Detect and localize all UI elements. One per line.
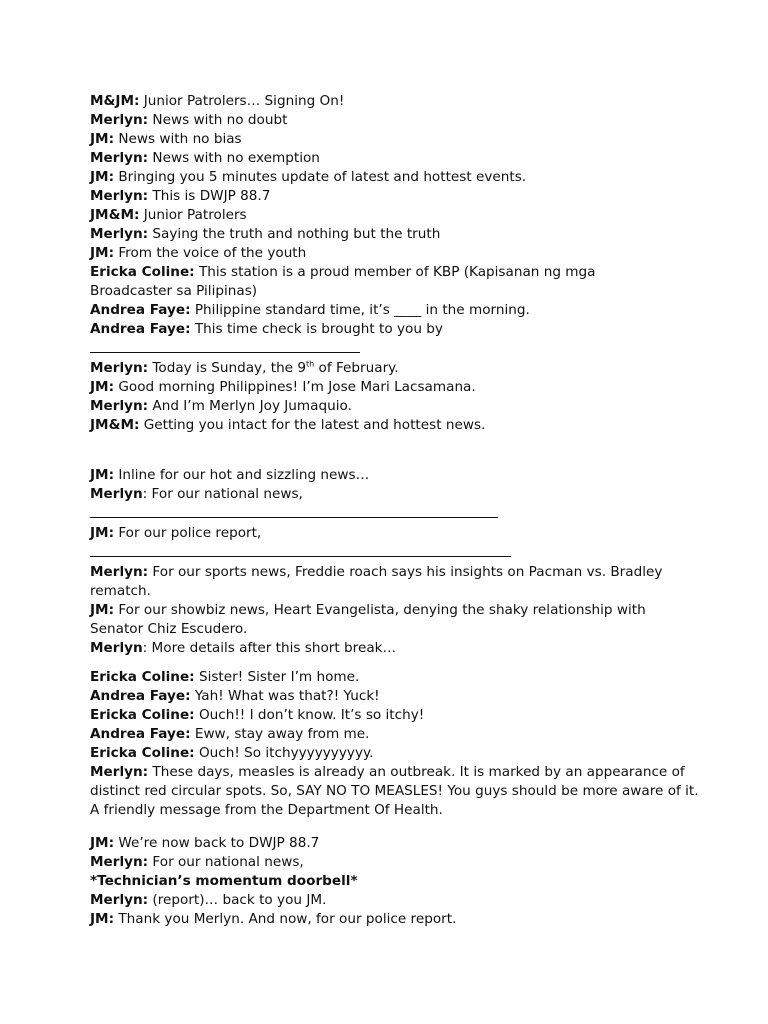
speaker: Merlyn: [90,150,149,166]
script-line [90,320,720,339]
line-text: We’re now back to DWJP 88.7 [114,835,320,851]
line-text: News with no exemption [148,150,320,166]
script-line [90,563,690,601]
line-text: Ouch! So itchyyyyyyyyyy. [194,745,374,761]
line-text: : For our national news, [142,486,303,502]
speaker: Andrea Faye: [90,321,191,337]
script-line [90,92,720,111]
line-text: of February. [314,360,399,376]
speaker: Ericka Coline: [90,669,195,685]
script-line [90,853,720,872]
script-line [90,744,720,763]
speaker: Merlyn: [90,226,149,242]
headlines-block [90,466,720,658]
blank-rule-line [90,504,720,524]
script-line [90,263,620,301]
line-text: (report)… back to you JM. [148,892,327,908]
opening-block [90,92,720,435]
line-text: Getting you intact for the latest and hottest news. [139,417,486,433]
line-text: For our showbiz news, Heart Evangelista, denying the shaky relationship with Senator Chiz Escudero. [90,602,646,637]
speaker: Merlyn: [90,112,149,128]
script-line [90,397,720,416]
line-text: Sister! Sister I’m home. [194,669,360,685]
line-text: Saying the truth and nothing but the truth [148,226,441,242]
line-text: Inline for our hot and sizzling news… [114,467,370,483]
speaker: JM: [90,525,115,541]
return-block [90,834,720,929]
script-line [90,301,720,320]
script-line [90,111,720,130]
speaker: JM&M: [90,207,140,223]
sound-cue: *Technician’s momentum doorbell* [90,873,358,889]
line-text: For our police report, [114,525,262,541]
script-line [90,416,720,435]
speaker: Andrea Faye: [90,302,191,318]
speaker: Ericka Coline: [90,745,195,761]
speaker: Ericka Coline: [90,264,195,280]
speaker: JM: [90,602,115,618]
script-line [90,187,720,206]
line-text: Junior Patrolers [139,207,247,223]
script-line [90,466,720,485]
script-line [90,225,720,244]
ordinal-suffix: th [306,359,315,369]
speaker: M&JM: [90,93,140,109]
script-line [90,891,720,910]
script-line [90,485,720,504]
speaker: JM: [90,467,115,483]
line-text: Good morning Philippines! I’m Jose Mari Lacsamana. [114,379,476,395]
speaker: JM: [90,379,115,395]
script-line [90,524,720,543]
speaker: Merlyn [90,640,143,656]
script-line [90,763,710,820]
speaker: JM: [90,245,115,261]
speaker: Merlyn: [90,764,149,780]
script-line [90,668,720,687]
speaker: Merlyn: [90,854,149,870]
line-text: Thank you Merlyn. And now, for our police report. [114,911,457,927]
speaker: Ericka Coline: [90,707,195,723]
speaker: Merlyn [90,486,143,502]
script-line [90,359,720,378]
line-text: This time check is brought to you by [190,321,443,337]
line-text: These days, measles is already an outbreak. It is marked by an appearance of distinct red circular spots. So, SAY NO TO MEASLES! You guys should be more aware of it. A friendly message from the Department Of Health. [90,764,699,818]
speaker: JM: [90,131,115,147]
line-text: Yah! What was that?! Yuck! [190,688,380,704]
line-text: Eww, stay away from me. [190,726,370,742]
line-text: : More details after this short break… [142,640,397,656]
speaker: Merlyn: [90,398,149,414]
speaker: Merlyn: [90,188,149,204]
line-text: For our national news, [148,854,304,870]
script-line [90,378,720,397]
line-text: Bringing you 5 minutes update of latest and hottest events. [114,169,527,185]
blank-rule [90,504,498,518]
speaker: JM: [90,169,115,185]
line-text: This is DWJP 88.7 [148,188,271,204]
line-text: From the voice of the youth [114,245,307,261]
speaker: Merlyn: [90,892,149,908]
speaker: Merlyn: [90,360,149,376]
line-text: This station is a proud member of KBP (Kapisanan ng mga Broadcaster sa Pilipinas) [90,264,596,299]
line-text: Philippine standard time, it’s ____ in the morning. [190,302,530,318]
speaker: JM: [90,835,115,851]
script-line [90,910,720,929]
line-text: Ouch!! I don’t know. It’s so itchy! [194,707,425,723]
speaker: JM&M: [90,417,140,433]
commercial-block [90,668,720,820]
line-text: And I’m Merlyn Joy Jumaquio. [148,398,352,414]
line-text: For our sports news, Freddie roach says his insights on Pacman vs. Bradley rematch. [90,564,663,599]
line-text: Today is Sunday, the 9 [148,360,307,376]
blank-rule [90,543,511,557]
blank-rule-line [90,543,720,563]
script-line [90,706,720,725]
script-line [90,168,720,187]
line-text: News with no bias [114,131,242,147]
script-line [90,601,670,639]
speaker: JM: [90,911,115,927]
speaker: Andrea Faye: [90,688,191,704]
script-line [90,725,720,744]
blank-rule-line [90,339,720,359]
script-line [90,687,720,706]
script-line [90,130,720,149]
speaker: Merlyn: [90,564,149,580]
line-text: News with no doubt [148,112,288,128]
script-line [90,244,720,263]
blank-rule [90,339,360,353]
script-line [90,149,720,168]
script-line [90,206,720,225]
script-line [90,834,720,853]
line-text: Junior Patrolers… Signing On! [139,93,345,109]
script-line [90,639,720,658]
stage-direction [90,872,720,891]
speaker: Andrea Faye: [90,726,191,742]
